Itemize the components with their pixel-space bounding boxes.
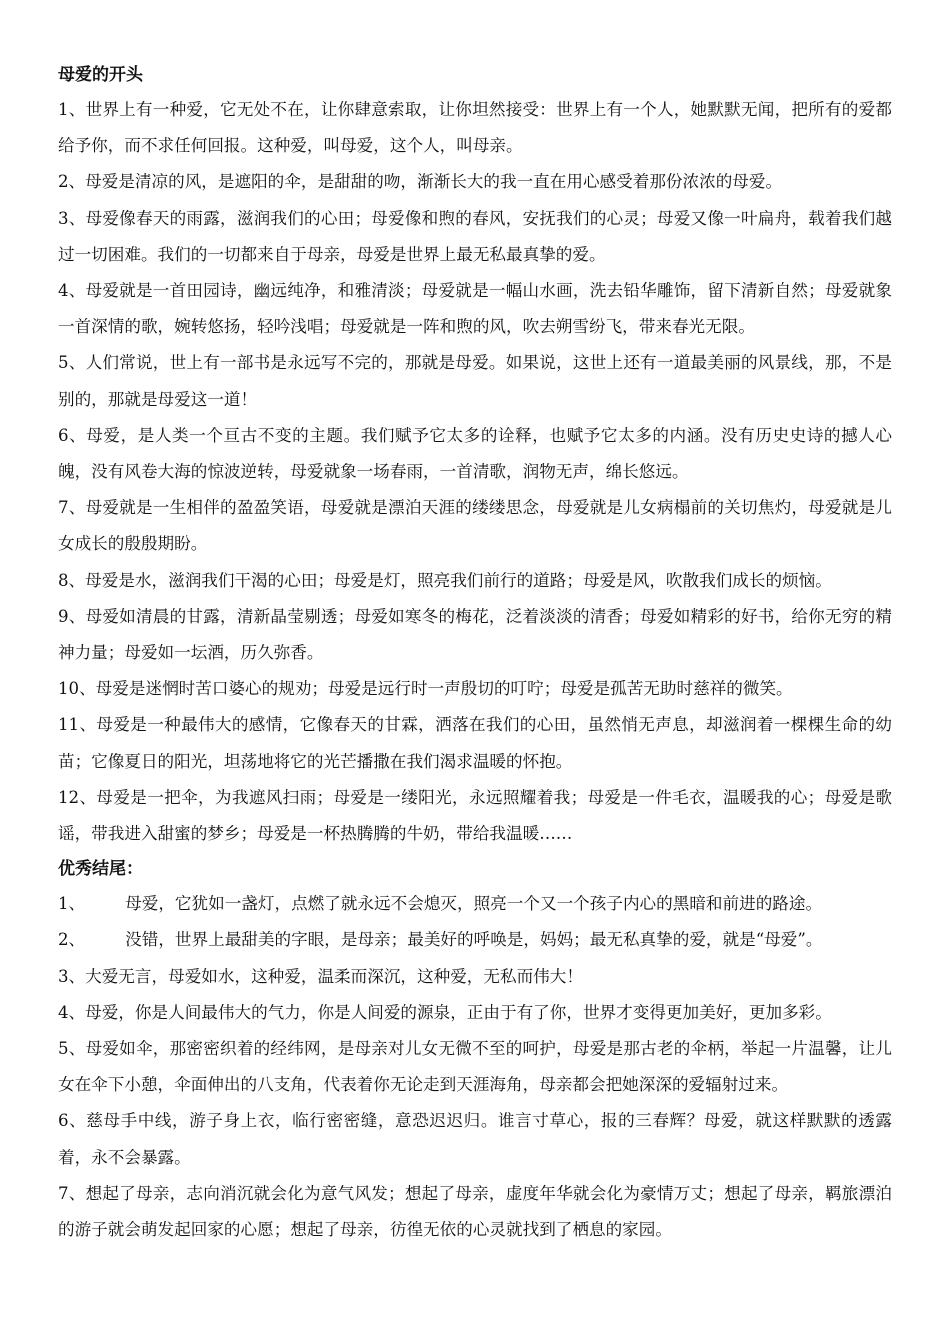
ending-paragraph-5: 5、母爱如伞，那密密织着的经纬网，是母亲对儿女无微不至的呵护，母爱是那古老的伞柄，举起一片温馨，让儿女在伞下小憩，伞面伸出的八支角，代表着你无论走到天涯海角，母亲都会把她深深的爱辐射过来。 xyxy=(58,1039,892,1095)
opening-paragraph-5: 5、人们常说，世上有一部书是永远写不完的，那就是母爱。如果说，这世上还有一道最美丽的风景线，那，不是别的，那就是母爱这一道！ xyxy=(58,353,892,409)
section-heading-ending: 优秀结尾： xyxy=(58,859,143,880)
ending-paragraph-2 xyxy=(58,922,892,958)
opening-paragraph-2: 2、母爱是清凉的风，是遮阳的伞，是甜甜的吻，渐渐长大的我一直在用心感受着那份浓浓的母爱。 xyxy=(58,172,783,192)
ending-paragraph-6: 6、慈母手中线，游子身上衣，临行密密缝，意恐迟迟归。谁言寸草心，报的三春辉？母爱，就这样默默的透露着，永不会暴露。 xyxy=(58,1111,892,1167)
ending-number-1: 1、 xyxy=(58,894,86,914)
ending-text-1: 母爱，它犹如一盏灯，点燃了就永远不会熄灭，照亮一个又一个孩子内心的黑暗和前进的路途。 xyxy=(125,894,823,914)
ending-paragraph-4: 4、母爱，你是人间最伟大的气力，你是人间爱的源泉，正由于有了你，世界才变得更加美好，更加多彩。 xyxy=(58,1002,832,1022)
opening-paragraph-8: 8、母爱是水，滋润我们干渴的心田；母爱是灯，照亮我们前行的道路；母爱是风，吹散我们成长的烦恼。 xyxy=(58,570,832,590)
ending-paragraph-1 xyxy=(58,886,892,922)
ending-paragraph-7: 7、想起了母亲，志向消沉就会化为意气风发；想起了母亲，虚度年华就会化为豪情万丈；想起了母亲，羁旅漂泊的游子就会萌发起回家的心愿；想起了母亲，彷徨无依的心灵就找到了栖息的家园。 xyxy=(58,1183,892,1240)
opening-paragraph-7: 7、母爱就是一生相伴的盈盈笑语，母爱就是漂泊天涯的缕缕思念，母爱就是儿女病榻前的关切焦灼，母爱就是儿女成长的殷殷期盼。 xyxy=(58,498,892,554)
opening-paragraph-6: 6、母爱，是人类一个亘古不变的主题。我们赋予它太多的诠释，也赋予它太多的内涵。没有历史史诗的撼人心魄，没有风卷大海的惊波逆转，母爱就象一场春雨，一首清歌，润物无声，绵长悠远。 xyxy=(58,425,892,482)
opening-paragraph-12: 12、母爱是一把伞，为我遮风扫雨；母爱是一缕阳光，永远照耀着我；母爱是一件毛衣，温暖我的心；母爱是歌谣，带我进入甜蜜的梦乡；母爱是一杯热腾腾的牛奶，带给我温暖…… xyxy=(58,787,892,844)
opening-paragraph-11: 11、母爱是一种最伟大的感情，它像春天的甘霖，洒落在我们的心田，虽然悄无声息，却滋润着一棵棵生命的幼苗；它像夏日的阳光，坦荡地将它的光芒播撒在我们渴求温暖的怀抱。 xyxy=(58,715,892,771)
opening-paragraph-3: 3、母爱像春天的雨露，滋润我们的心田；母爱像和煦的春风，安抚我们的心灵；母爱又像一叶扁舟，载着我们越过一切困难。我们的一切都来自于母亲，母爱是世界上最无私最真挚的爱。 xyxy=(58,208,892,264)
ending-text-2: 没错，世界上最甜美的字眼，是母亲；最美好的呼唤是，妈妈；最无私真挚的爱，就是“母爱”。 xyxy=(125,930,823,950)
section-heading-opening: 母爱的开头 xyxy=(58,65,143,85)
opening-paragraph-4: 4、母爱就是一首田园诗，幽远纯净，和雅清淡；母爱就是一幅山水画，洗去铅华雕饰，留下清新自然；母爱就象一首深情的歌，婉转悠扬，轻吟浅唱；母爱就是一阵和煦的风，吹去朔雪纷飞，带来春光无限。 xyxy=(58,281,892,337)
ending-number-2: 2、 xyxy=(58,930,86,950)
opening-paragraph-1: 1、世界上有一种爱，它无处不在，让你肆意索取，让你坦然接受：世界上有一个人，她默默无闻，把所有的爱都给予你，而不求任何回报。这种爱，叫母爱，这个人，叫母亲。 xyxy=(58,100,892,156)
opening-paragraph-9: 9、母爱如清晨的甘露，清新晶莹剔透；母爱如寒冬的梅花，泛着淡淡的清香；母爱如精彩的好书，给你无穷的精神力量；母爱如一坛酒，历久弥香。 xyxy=(58,606,892,663)
ending-paragraph-3: 3、大爱无言，母爱如水，这种爱，温柔而深沉，这种爱，无私而伟大！ xyxy=(58,966,583,986)
opening-paragraph-10: 10、母爱是迷惘时苦口婆心的规劝；母爱是远行时一声殷切的叮咛；母爱是孤苦无助时慈祥的微笑。 xyxy=(58,679,793,699)
